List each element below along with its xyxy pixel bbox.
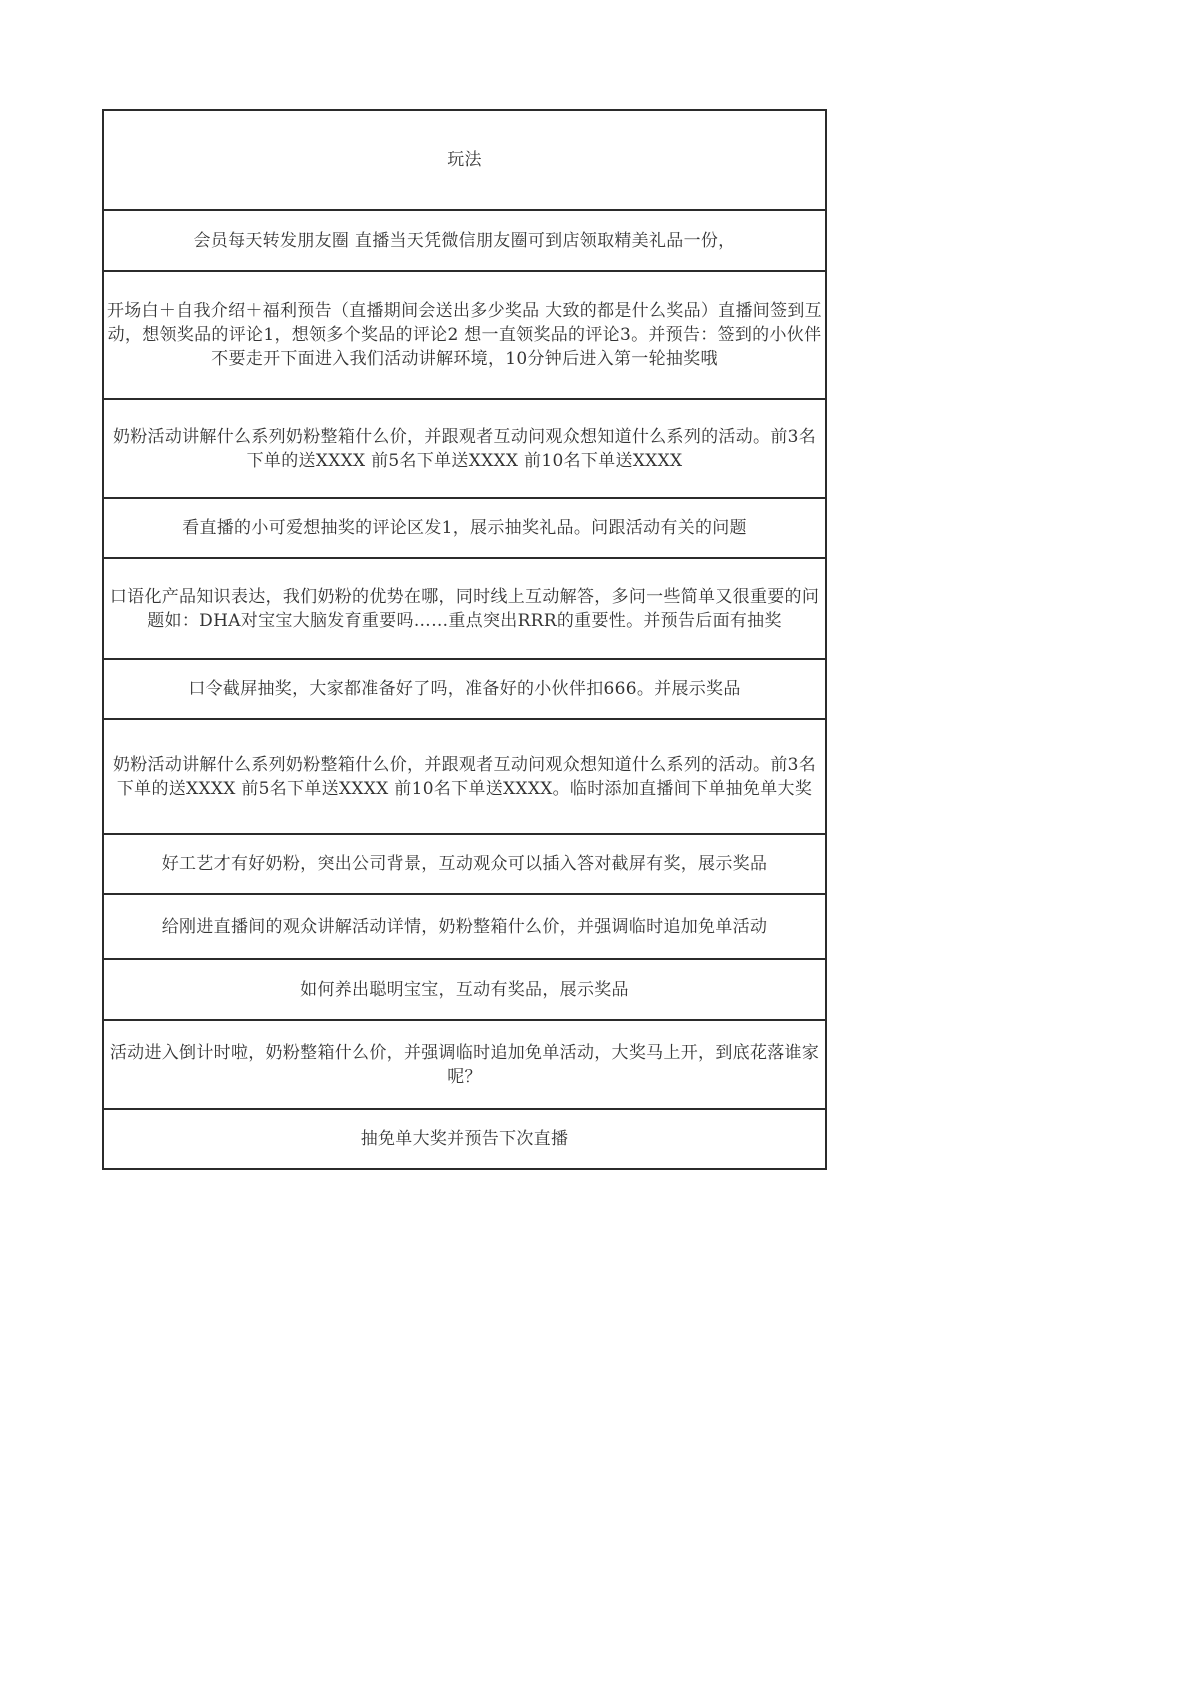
table-row	[103, 399, 826, 498]
table-row	[103, 959, 826, 1020]
gameplay-table	[102, 109, 827, 1170]
table-row	[103, 894, 826, 959]
table-row	[103, 271, 826, 399]
table-cell: 开场白＋自我介绍＋福利预告（直播期间会送出多少奖品 大致的都是什么奖品）直播间签到互动，想领奖品的评论1，想领多个奖品的评论2 想一直领奖品的评论3。并预告：签到的小伙伴不要走开下面进入我们活动讲解环境，10分钟后进入第一轮抽奖哦	[103, 271, 826, 399]
table-row	[103, 719, 826, 834]
table-row	[103, 210, 826, 271]
table-cell: 看直播的小可爱想抽奖的评论区发1，展示抽奖礼品。问跟活动有关的问题	[103, 498, 826, 558]
table-row	[103, 498, 826, 558]
table-header-row	[103, 110, 826, 210]
table-cell: 好工艺才有好奶粉，突出公司背景，互动观众可以插入答对截屏有奖，展示奖品	[103, 834, 826, 894]
table-cell: 如何养出聪明宝宝，互动有奖品，展示奖品	[103, 959, 826, 1020]
table-row	[103, 1020, 826, 1109]
table-row	[103, 558, 826, 659]
table-row	[103, 834, 826, 894]
table-cell: 奶粉活动讲解什么系列奶粉整箱什么价，并跟观者互动问观众想知道什么系列的活动。前3名下单的送XXXX 前5名下单送XXXX 前10名下单送XXXX	[103, 399, 826, 498]
table-cell: 奶粉活动讲解什么系列奶粉整箱什么价，并跟观者互动问观众想知道什么系列的活动。前3名下单的送XXXX 前5名下单送XXXX 前10名下单送XXXX。临时添加直播间下单抽免单大奖	[103, 719, 826, 834]
table-header-cell: 玩法	[103, 110, 826, 210]
table-cell: 活动进入倒计时啦，奶粉整箱什么价，并强调临时追加免单活动，大奖马上开，到底花落谁家呢？	[103, 1020, 826, 1109]
table-cell: 抽免单大奖并预告下次直播	[103, 1109, 826, 1169]
table-row	[103, 659, 826, 719]
table-cell: 口令截屏抽奖，大家都准备好了吗，准备好的小伙伴扣666。并展示奖品	[103, 659, 826, 719]
table-cell: 口语化产品知识表达，我们奶粉的优势在哪，同时线上互动解答，多问一些简单又很重要的问题如：DHA对宝宝大脑发育重要吗……重点突出RRR的重要性。并预告后面有抽奖	[103, 558, 826, 659]
table-cell: 给刚进直播间的观众讲解活动详情，奶粉整箱什么价，并强调临时追加免单活动	[103, 894, 826, 959]
table-row	[103, 1109, 826, 1169]
table-cell: 会员每天转发朋友圈 直播当天凭微信朋友圈可到店领取精美礼品一份，	[103, 210, 826, 271]
